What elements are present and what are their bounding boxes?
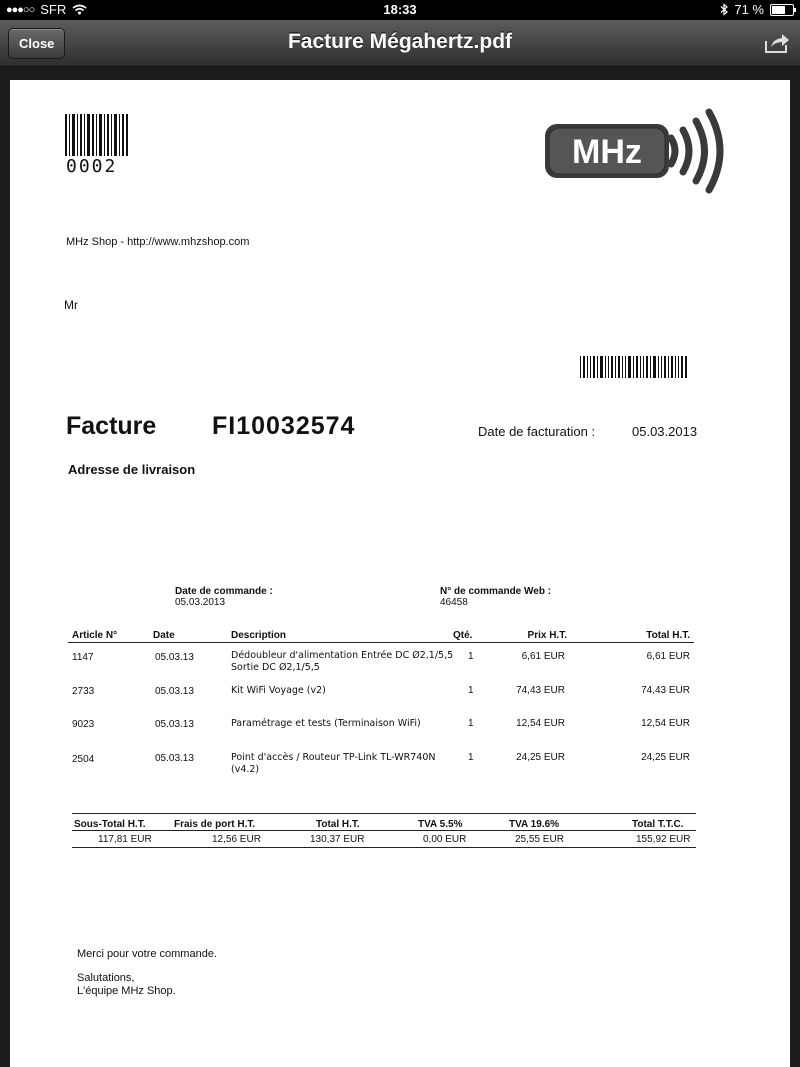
row-total: 74,43 EUR bbox=[641, 685, 690, 696]
article-number: 2504 bbox=[72, 754, 95, 765]
bluetooth-icon bbox=[720, 3, 728, 16]
row-total: 12,54 EUR bbox=[641, 718, 690, 729]
column-header-total: Total H.T. bbox=[646, 630, 690, 641]
total-ht-value: 130,37 EUR bbox=[310, 834, 365, 845]
row-total: 6,61 EUR bbox=[646, 651, 690, 662]
status-time: 18:33 bbox=[383, 2, 417, 17]
row-total: 24,25 EUR bbox=[641, 752, 690, 763]
row-description: Paramétrage et tests (Terminaison WiFi) bbox=[231, 718, 421, 729]
invoice-heading: Facture bbox=[66, 412, 157, 440]
totals-divider-top bbox=[72, 813, 696, 814]
signal-strength-icon: ●●●○○ bbox=[6, 3, 35, 16]
closing-signature bbox=[77, 972, 176, 998]
article-number: 1147 bbox=[72, 652, 94, 663]
subtotal-label: Sous-Total H.T. bbox=[74, 819, 146, 830]
tva-5-5-label: TVA 5.5% bbox=[418, 819, 463, 830]
invoice-number: FI10032574 bbox=[212, 412, 356, 440]
battery-icon bbox=[770, 4, 794, 16]
barcode-number: 0002 bbox=[66, 156, 118, 177]
column-header-article: Article N° bbox=[72, 630, 118, 641]
row-description: Dédoubleur d'alimentation Entrée DC Ø2,1/5,5 Sortie DC Ø2,1/5,5 bbox=[231, 650, 454, 673]
tva-5-5-value: 0,00 EUR bbox=[423, 834, 467, 845]
total-ttc-label: Total T.T.C. bbox=[632, 819, 684, 830]
column-header-price: Prix H.T. bbox=[527, 630, 567, 641]
tva-19-6-value: 25,55 EUR bbox=[515, 834, 564, 845]
row-date: 05.03.13 bbox=[155, 719, 194, 730]
battery-percent: 71 % bbox=[734, 2, 764, 17]
row-date: 05.03.13 bbox=[155, 652, 194, 663]
share-icon[interactable] bbox=[764, 32, 790, 54]
logo-text: MHz bbox=[572, 133, 642, 171]
invoice-date-label: Date de facturation : bbox=[478, 424, 596, 439]
document-title: Facture Mégahertz.pdf bbox=[287, 30, 513, 53]
total-ht-label: Total H.T. bbox=[316, 819, 360, 830]
pdf-viewer-toolbar bbox=[0, 20, 800, 67]
shop-address-line: MHz Shop - http://www.mhzshop.com bbox=[66, 236, 250, 248]
invoice-barcode-graphic bbox=[580, 356, 688, 378]
web-order-number: 46458 bbox=[440, 597, 468, 608]
signature-line: L'équipe MHz Shop. bbox=[77, 985, 176, 997]
status-bar bbox=[0, 0, 800, 20]
pdf-page[interactable] bbox=[10, 80, 790, 1067]
delivery-address-label: Adresse de livraison bbox=[68, 462, 196, 477]
article-number: 2733 bbox=[72, 686, 95, 697]
recipient-name: Mr bbox=[64, 298, 78, 312]
tva-19-6-label: TVA 19.6% bbox=[509, 819, 560, 830]
thanks-message: Merci pour votre commande. bbox=[77, 948, 217, 960]
row-qty: 1 bbox=[468, 651, 474, 662]
row-price: 74,43 EUR bbox=[516, 685, 565, 696]
mhz-logo bbox=[543, 108, 728, 196]
carrier-name: SFR bbox=[40, 2, 67, 17]
row-price: 6,61 EUR bbox=[521, 651, 565, 662]
total-ttc-value: 155,92 EUR bbox=[636, 834, 691, 845]
order-date-label: Date de commande : bbox=[175, 586, 273, 597]
order-date: 05.03.2013 bbox=[175, 597, 226, 608]
shipping-value: 12,56 EUR bbox=[212, 834, 261, 845]
column-header-date: Date bbox=[153, 630, 175, 641]
column-header-qty: Qté. bbox=[453, 630, 473, 641]
greeting-line: Salutations, bbox=[77, 972, 135, 984]
row-price: 24,25 EUR bbox=[516, 752, 565, 763]
row-date: 05.03.13 bbox=[155, 686, 194, 697]
row-description: Point d'accès / Routeur TP-Link TL-WR740N (v4.2) bbox=[231, 752, 436, 775]
close-button[interactable]: Close bbox=[8, 28, 65, 59]
subtotal-value: 117,81 EUR bbox=[98, 834, 152, 845]
row-qty: 1 bbox=[468, 752, 474, 763]
article-number: 9023 bbox=[72, 719, 95, 730]
web-order-label: N° de commande Web : bbox=[440, 586, 552, 597]
shipping-label: Frais de port H.T. bbox=[174, 819, 256, 830]
row-description: Kit WiFi Voyage (v2) bbox=[231, 685, 326, 696]
row-price: 12,54 EUR bbox=[516, 718, 565, 729]
invoice-date: 05.03.2013 bbox=[632, 424, 698, 439]
row-qty: 1 bbox=[468, 685, 474, 696]
header-divider bbox=[68, 642, 694, 643]
row-date: 05.03.13 bbox=[155, 753, 194, 764]
row-qty: 1 bbox=[468, 718, 474, 729]
barcode-graphic bbox=[65, 114, 129, 156]
column-header-description: Description bbox=[231, 630, 287, 641]
totals-divider-bottom bbox=[72, 847, 696, 848]
totals-divider-mid bbox=[72, 830, 696, 831]
